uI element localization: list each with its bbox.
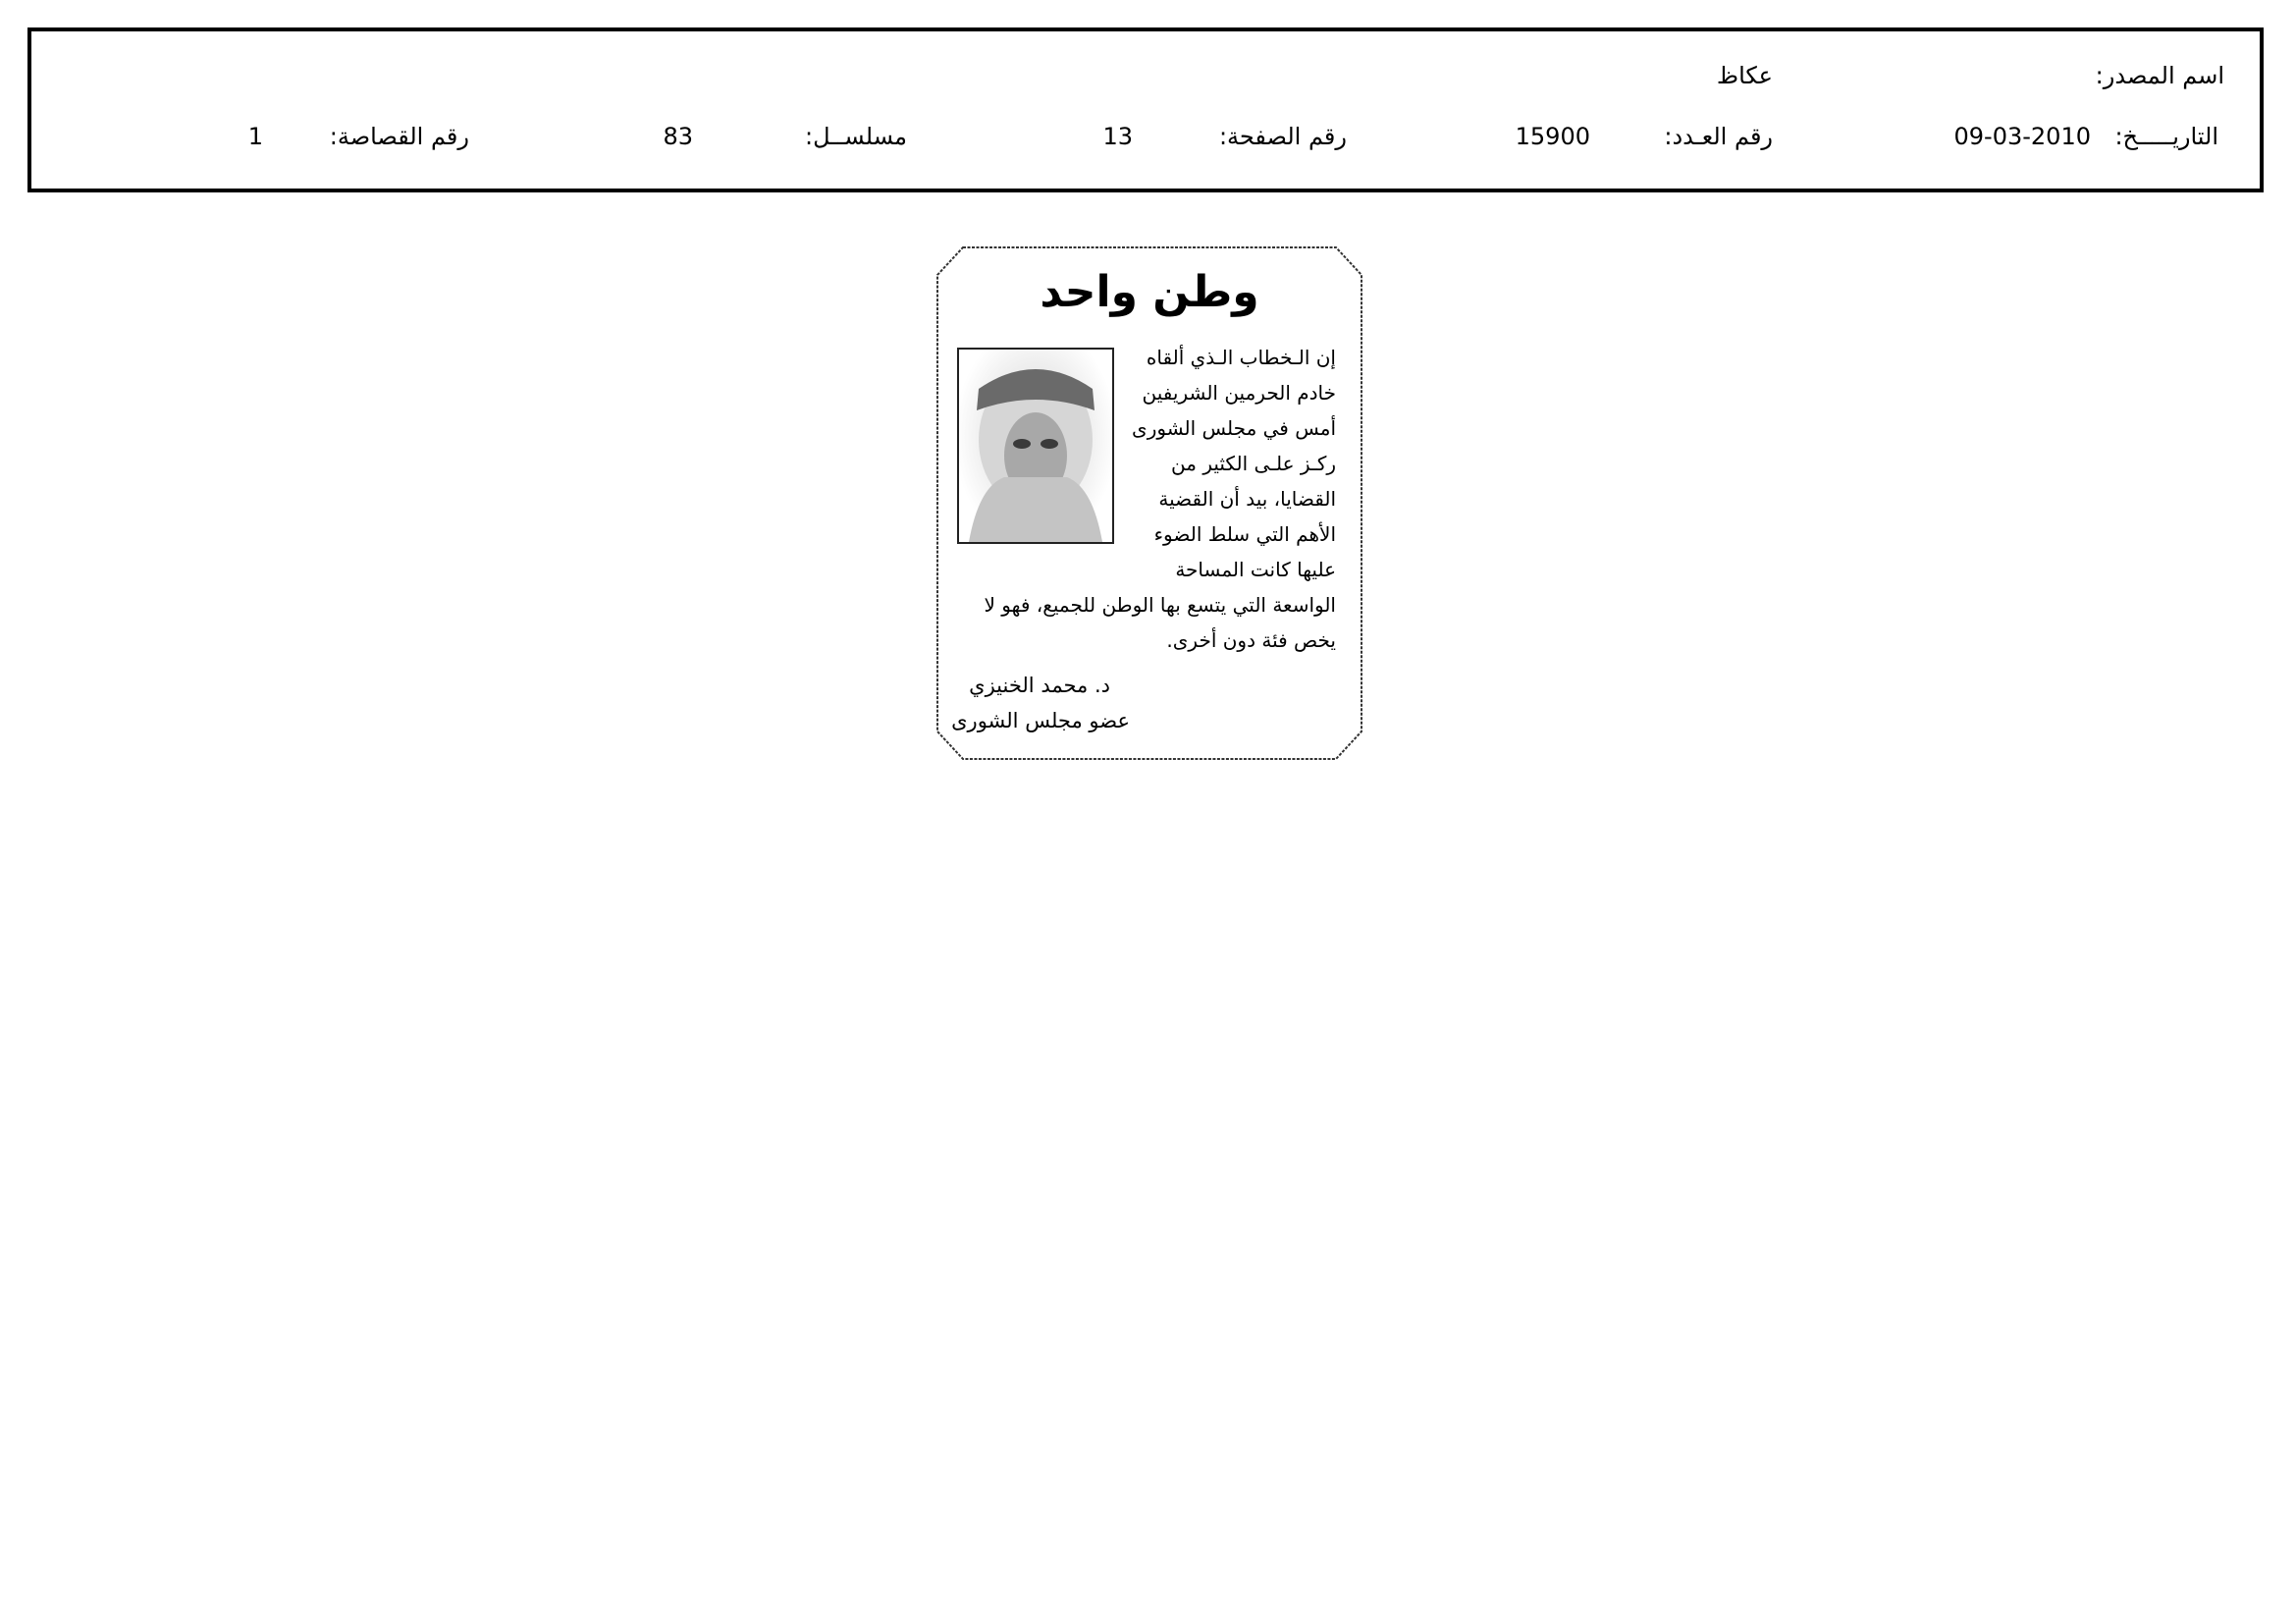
source-label: اسم المصدر: (2095, 62, 2224, 89)
clipping-title: وطن واحد (1040, 267, 1259, 317)
clipping-body-narrow (1132, 340, 1336, 587)
issue-value: 15900 (1515, 123, 1590, 150)
author-title: عضو مجلس الشورى (951, 709, 1130, 732)
body-line: ركـز علـى الكثير من (1171, 452, 1336, 475)
body-line: أمس في مجلس الشورى (1132, 416, 1336, 440)
newspaper-clipping (935, 245, 1363, 761)
date-value: 09-03-2010 (1953, 123, 2091, 150)
header-box (27, 27, 2264, 192)
body-line: عليها كانت المساحة (1175, 558, 1336, 581)
body-line: الأهم التي سلط الضوء (1153, 522, 1336, 546)
clipping-body-wide (985, 587, 1336, 658)
serial-value: 83 (663, 123, 693, 150)
author-name: د. محمد الخنيزي (969, 674, 1110, 697)
clip-number-value: 1 (247, 123, 263, 150)
body-line: يخص فئة دون أخرى. (1166, 628, 1336, 652)
page-value: 13 (1102, 123, 1133, 150)
body-line: خادم الحرمين الشريفين (1142, 381, 1336, 405)
author-photo (957, 348, 1114, 544)
clip-number-label: رقم القصاصة: (329, 123, 469, 150)
date-label: التاريـــــخ: (2114, 123, 2218, 150)
body-line: إن الـخطاب الـذي ألقاه (1146, 346, 1336, 369)
serial-label: مسلســل: (805, 123, 907, 150)
source-value: عكاظ (1716, 62, 1773, 89)
body-line: القضايا، بيد أن القضية (1158, 487, 1336, 511)
issue-label: رقم العـدد: (1664, 123, 1773, 150)
body-line: الواسعة التي يتسع بها الوطن للجميع، فهو لا (984, 593, 1336, 617)
page-label: رقم الصفحة: (1218, 123, 1347, 150)
